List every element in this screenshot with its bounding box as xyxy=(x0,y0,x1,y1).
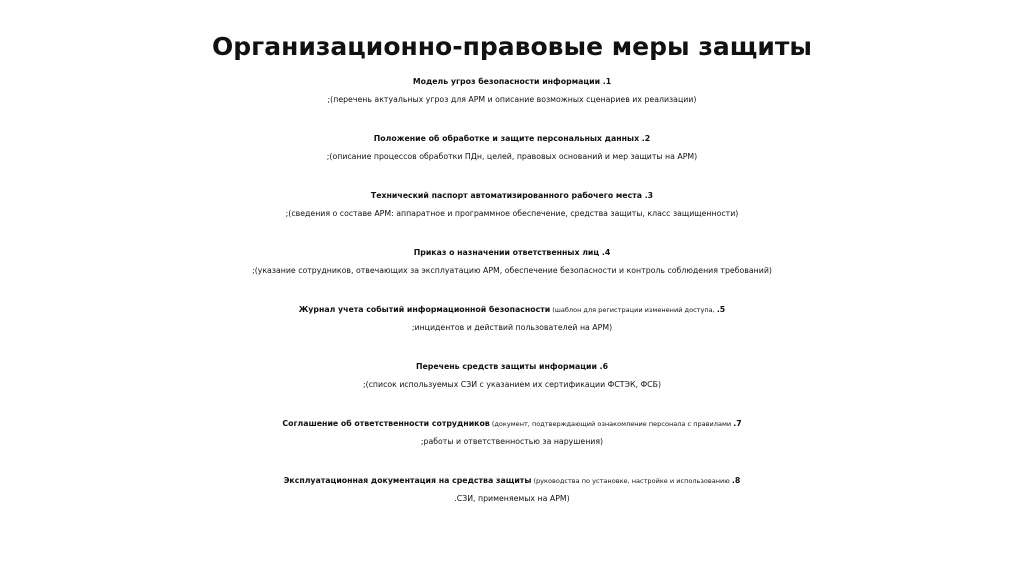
item-6-description: ;(список используемых СЗИ с указанием их сертификации ФСТЭК, ФСБ) xyxy=(362,380,662,389)
item-5-number: .5 xyxy=(716,305,726,314)
item-3-heading: Технический паспорт автоматизированного рабочего места .3 xyxy=(370,191,654,200)
item-8-description-end: .СЗИ, применяемых на АРМ) xyxy=(454,494,570,503)
item-1-description: ;(перечень актуальных угроз для АРМ и описание возможных сценариев их реализации) xyxy=(327,95,697,104)
list-item-6 xyxy=(0,357,1024,393)
item-4-description: ;(указание сотрудников, отвечающих за эксплуатацию АРМ, обеспечение безопасности и контроль соблюдения требований) xyxy=(252,266,772,275)
item-8-heading: Эксплуатационная документация на средства защиты xyxy=(283,476,532,485)
item-6-heading: Перечень средств защиты информации .6 xyxy=(415,362,609,371)
item-5-heading: Журнал учета событий информационной безопасности xyxy=(298,305,551,314)
list-item-7 xyxy=(0,414,1024,450)
item-1-heading: Модель угроз безопасности информации .1 xyxy=(412,77,612,86)
item-7-heading: Соглашение об ответственности сотрудников xyxy=(282,419,490,428)
list-item-8 xyxy=(0,471,1024,507)
item-3-description: ;(сведения о составе АРМ: аппаратное и программное обеспечение, средства защиты, класс защищенности) xyxy=(285,209,739,218)
item-8-description-start: (руководства по установке, настройке и использованию xyxy=(531,477,732,485)
item-2-description: ;(описание процессов обработки ПДн, целей, правовых оснований и мер защиты на АРМ) xyxy=(326,152,698,161)
list-item-5 xyxy=(0,300,1024,336)
list-item-4 xyxy=(0,243,1024,279)
item-7-description-end: ;работы и ответственностью за нарушения) xyxy=(420,437,604,446)
item-7-number: .7 xyxy=(733,419,742,428)
list-item-1 xyxy=(0,72,1024,108)
item-7-description-start: (документ, подтверждающий ознакомление персонала с правилами xyxy=(489,420,734,428)
item-8-number: .8 xyxy=(731,476,741,485)
item-4-heading: Приказ о назначении ответственных лиц .4 xyxy=(413,248,611,257)
slide-title: Организационно-правовые меры защиты xyxy=(212,32,812,61)
item-2-heading: Положение об обработке и защите персональных данных .2 xyxy=(373,134,651,143)
item-8-heading-line xyxy=(0,471,1024,490)
item-5-heading-line xyxy=(0,300,1024,319)
list-item-3 xyxy=(0,186,1024,222)
item-7-heading-line xyxy=(0,414,1024,433)
item-5-description-start: (шаблон для регистрации изменений доступа, xyxy=(550,306,717,314)
item-5-description-end: ;инцидентов и действий пользователей на АРМ) xyxy=(411,323,613,332)
list-item-2 xyxy=(0,129,1024,165)
